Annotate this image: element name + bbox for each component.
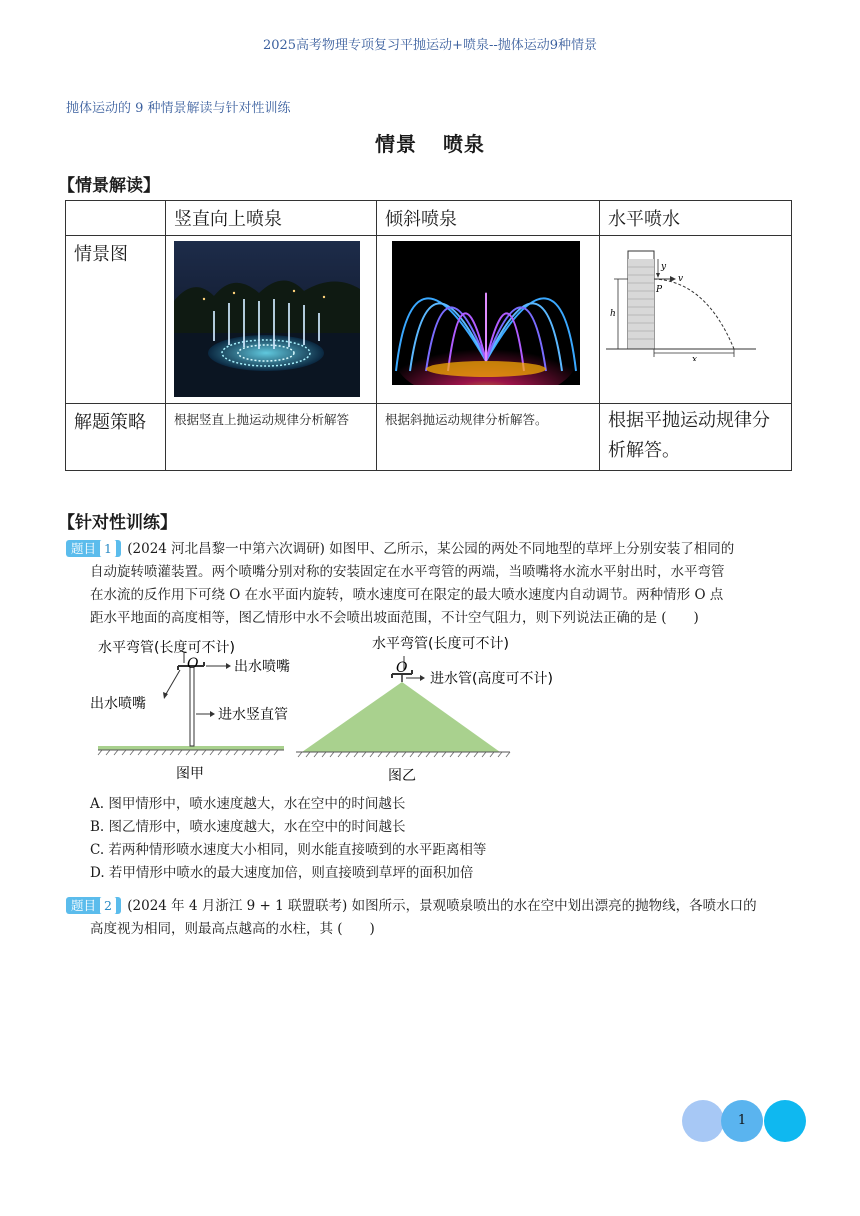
table-header-horizontal: 水平喷水 (600, 201, 792, 236)
page-title (0, 128, 860, 157)
diagram-label-x: x (692, 355, 698, 361)
page-number: 1 (721, 1100, 763, 1142)
page-decoration-right (764, 1100, 806, 1142)
question-2-badge: 题目 2 (66, 897, 121, 914)
fig-jia-pipe-label: 进水竖直管 (218, 707, 288, 723)
row-label-scene: 情景图 (66, 236, 166, 404)
section-interpretation: 【情景解读】 (58, 176, 160, 196)
subtitle: 抛体运动的 9 种情景解读与针对性训练 (66, 101, 291, 116)
option-d: D. 若甲情形中喷水的最大速度加倍，则直接喷到草坪的面积加倍 (90, 865, 474, 881)
question-1-line-2: 自动旋转喷灌装置。两个喷嘴分别对称的安装固定在水平弯管的两端，当喷嘴将水流水平射出时，水平弯管 (90, 564, 725, 580)
fig-yi-o-label: O (396, 660, 408, 676)
question-1-line-3: 在水流的反作用下可绕 O 在水平面内旋转，喷水速度可在限定的最大喷水速度内自动调节。两种情形 O 点 (90, 587, 724, 603)
cell-oblique-photo (377, 236, 600, 404)
row-label-strategy: 解题策略 (66, 404, 166, 471)
question-2-line-1: 题目 2 (2024 年 4 月浙江 9 + 1 联盟联考) 如图所示，景观喷泉喷出的水在空中划出漂亮的抛物线，各喷水口的 (66, 895, 757, 918)
title-right: 喷泉 (443, 132, 485, 156)
fig-jia-nozzle-left: 出水喷嘴 (90, 696, 146, 712)
strategy-horizontal: 根据平抛运动规律分析解答。 (600, 404, 792, 471)
strategy-oblique: 根据斜抛运动规律分析解答。 (377, 404, 600, 471)
option-c: C. 若两种情形喷水速度大小相同，则水能直接喷到的水平距离相等 (90, 842, 487, 858)
question-1-line-1: 题目 1 (2024 河北昌黎一中第六次调研) 如图甲、乙所示，某公园的两处不同地型的草坪上分别安装了相同的 (66, 538, 734, 561)
fig-jia-bend-label: 水平弯管(长度可不计) (98, 640, 235, 656)
table-header-vertical: 竖直向上喷泉 (166, 201, 377, 236)
diagram-label-h: h (610, 309, 616, 319)
question-2-line-2: 高度视为相同，则最高点越高的水柱，其 ( ) (90, 921, 375, 937)
fig-jia-o-label: O (187, 656, 199, 672)
figure-yi (296, 632, 586, 782)
question-1-line-4: 距水平地面的高度相等，图乙情形中水不会喷出坡面范围，不计空气阻力，则下列说法正确的是 ( ) (90, 610, 699, 626)
option-b: B. 图乙情形中，喷水速度越大，水在空中的时间越长 (90, 819, 406, 835)
fig-jia-nozzle-right: 出水喷嘴 (234, 659, 290, 675)
table-header-empty (66, 201, 166, 236)
cell-horizontal-diagram (600, 236, 792, 404)
strategy-vertical: 根据竖直上抛运动规律分析解答 (166, 404, 377, 471)
page-decoration-left (682, 1100, 724, 1142)
title-left: 情景 (375, 132, 417, 156)
diagram-label-v: v (678, 274, 684, 284)
diagram-label-p: P (656, 285, 663, 295)
table-header-oblique: 倾斜喷泉 (377, 201, 600, 236)
fig-jia-caption: 图甲 (176, 766, 204, 782)
option-a: A. 图甲情形中，喷水速度越大，水在空中的时间越长 (90, 796, 406, 812)
figure-jia (88, 632, 298, 782)
horizontal-jet-diagram (606, 241, 766, 361)
question-1-badge: 题目 1 (66, 540, 121, 557)
fig-yi-bend-label: 水平弯管(长度可不计) (372, 636, 509, 652)
fig-yi-pipe-label: 进水管(高度可不计) (430, 671, 553, 687)
section-practice: 【针对性训练】 (58, 513, 177, 533)
fig-yi-caption: 图乙 (388, 768, 416, 782)
vertical-fountain-photo (174, 241, 360, 397)
running-header: 2025高考物理专项复习平抛运动+喷泉--抛体运动9种情景 (262, 38, 598, 53)
diagram-label-y: y (661, 262, 667, 272)
oblique-fountain-photo (392, 241, 580, 385)
cell-vertical-photo (166, 236, 377, 404)
scenario-table (65, 200, 792, 471)
